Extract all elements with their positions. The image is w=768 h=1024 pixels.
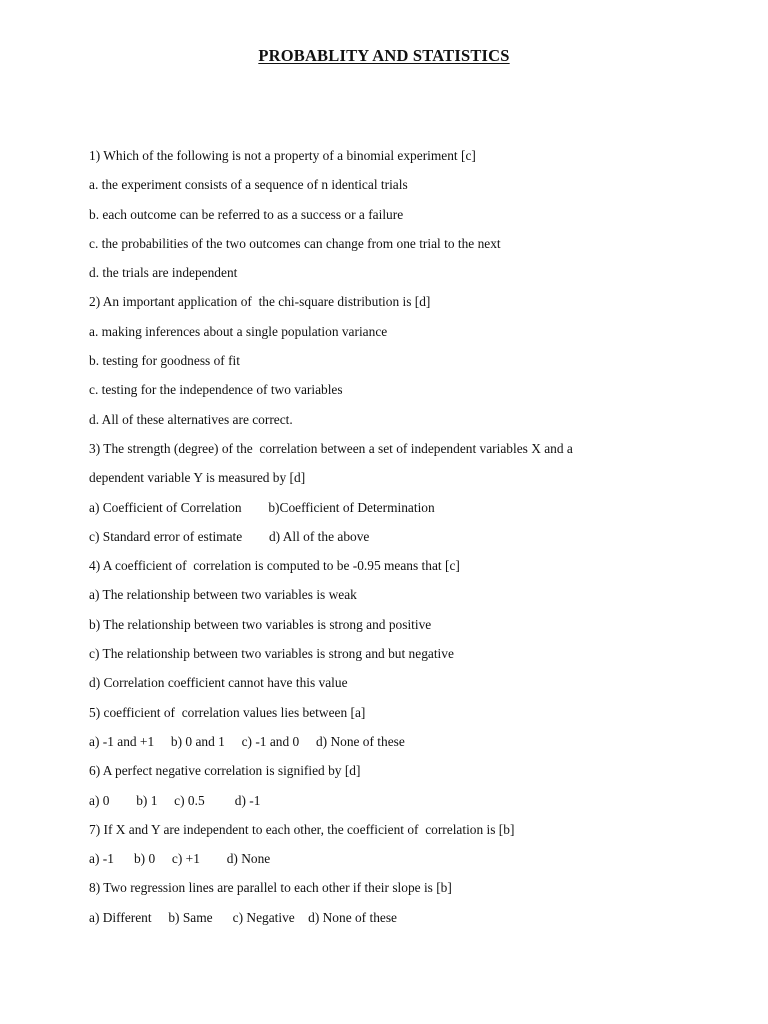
question-4: 4) A coefficient of correlation is computed to be -0.95 means that [c] [89,558,460,574]
question-2-option-c: c. testing for the independence of two variables [89,382,343,398]
question-3: 3) The strength (degree) of the correlation between a set of independent variables X and a [89,440,573,456]
question-5-options: a) -1 and +1 b) 0 and 1 c) -1 and 0 d) None of these [89,733,405,749]
document-title: PROBABLITY AND STATISTICS [258,46,510,65]
question-4-option-b: b) The relationship between two variables is strong and positive [89,616,432,632]
question-8-options: a) Different b) Same c) Negative d) None of these [89,909,397,925]
question-3-continued: dependent variable Y is measured by [d] [89,470,306,486]
question-4-option-d: d) Correlation coefficient cannot have this value [89,675,348,691]
question-4-option-a: a) The relationship between two variables is weak [89,587,357,603]
question-1-option-d: d. the trials are independent [89,265,238,281]
question-6-options: a) 0 b) 1 c) 0.5 d) -1 [89,792,261,808]
question-1-option-c: c. the probabilities of the two outcomes can change from one trial to the next [89,235,501,251]
question-6: 6) A perfect negative correlation is signified by [d] [89,763,361,779]
question-1-option-a: a. the experiment consists of a sequence of n identical trials [89,177,408,193]
question-2-option-a: a. making inferences about a single population variance [89,323,388,339]
question-8: 8) Two regression lines are parallel to each other if their slope is [b] [89,880,452,896]
question-7-options: a) -1 b) 0 c) +1 d) None [89,851,271,867]
question-3-options-cd: c) Standard error of estimate d) All of the above [89,528,370,544]
question-3-options-ab: a) Coefficient of Correlation b)Coefficient of Determination [89,499,435,515]
question-1: 1) Which of the following is not a property of a binomial experiment [c] [89,148,476,163]
question-2-option-d: d. All of these alternatives are correct. [89,411,293,427]
question-4-option-c: c) The relationship between two variables is strong and but negative [89,646,454,662]
question-2-option-b: b. testing for goodness of fit [89,353,240,369]
question-7: 7) If X and Y are independent to each other, the coefficient of correlation is [b] [89,821,515,837]
question-5: 5) coefficient of correlation values lies between [a] [89,704,366,720]
document-body [89,146,729,937]
question-1-option-b: b. each outcome can be referred to as a success or a failure [89,206,404,222]
question-2: 2) An important application of the chi-square distribution is [d] [89,294,431,310]
